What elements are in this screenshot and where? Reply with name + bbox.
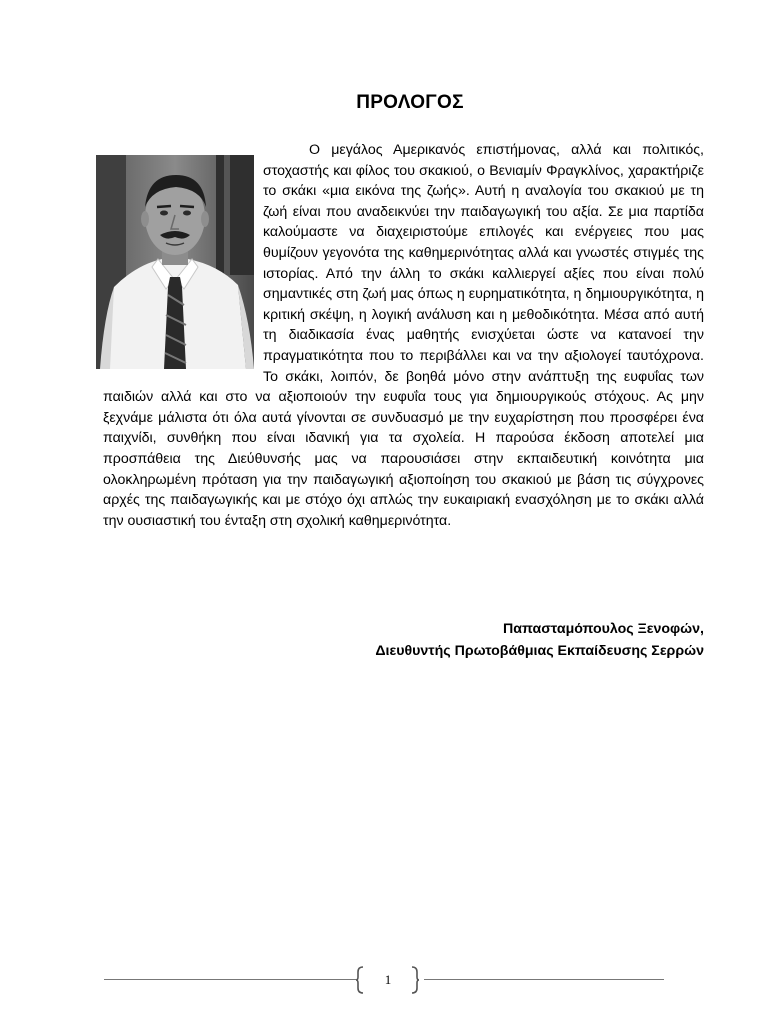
signature-block	[375, 618, 704, 662]
signature-name: Παπασταμόπουλος Ξενοφών,	[503, 621, 704, 637]
footer-divider-left	[104, 979, 356, 980]
page-number: 1	[384, 972, 392, 987]
signature-role: Διευθυντής Πρωτοβάθμιας Εκπαίδευσης Σερρών	[375, 643, 704, 659]
prologue-paragraph: Ο μεγάλος Αμερικανός επιστήμονας, αλλά και πολιτικός, στοχαστής και φίλος του σκακιού, ο Βενιαμίν Φραγκλίνος, χαρακτήριζε το σκάκι «μια εικόνα της ζωής». Αυτή η αναλογία του σκακιού με τη ζωή είναι που αναδεικνύει την παιδαγωγική του αξία. Σε μια παρτίδα καλούμαστε να διαχειριστούμε επιλογές και ενέργειες που μας θυμίζουν γεγονότα της καθημερινότητας αλλά και γνωστές στιγμές της ιστορίας. Από την άλλη το σκάκι καλλιεργεί αξίες που είναι πολύ σημαντικές στη ζωή μας όπως η ευρηματικότητα, η δημιουργικότητα, η κριτική σκέψη, η λογική ανάλυση και η μεθοδικότητα. Μέσα από αυτή τη διαδικασία ένας μαθητής ενισχύεται ώστε να κατανοεί την πραγματικότητα που το περιβάλλει και να την αξιολογεί ταυτόχρονα. Το σκάκι, λοιπόν, δε βοηθά μόνο στην ανάπτυξη της ευφυΐας των παιδιών αλλά και στο να αξιοποιούν την ευφυΐα τους για δημιουργικούς στόχους. Ας μην ξεχνάμε μάλιστα ότι όλα αυτά γίνονται σε συνδυασμό με την ευχαρίστηση που προσφέρει ένα παιχνίδι, συνθήκη που είναι ιδανική για τα σχολεία. Η παρούσα έκδοση αποτελεί μια προσπάθεια της Διεύθυνσής μας να παρουσιάσει στην εκπαιδευτική κοινότητα μια ολοκληρωμένη πρόταση για την παιδαγωγική αξιοποίηση του σκακιού με βάση τις σύγχρονες αρχές της παιδαγωγικής και με στόχο όχι απλώς την ευκαιριακή ενασχόληση με το σκάκι αλλά την ουσιαστική του ένταξη στη σχολική καθημερινότητα.	[103, 142, 704, 529]
footer-divider-right	[424, 979, 664, 980]
author-portrait-photo	[96, 155, 254, 369]
prologue-text-block	[103, 140, 704, 531]
right-brace-icon	[410, 966, 420, 994]
page-title: ΠΡΟΛΟΓΟΣ	[356, 92, 464, 113]
left-brace-icon	[355, 966, 365, 994]
